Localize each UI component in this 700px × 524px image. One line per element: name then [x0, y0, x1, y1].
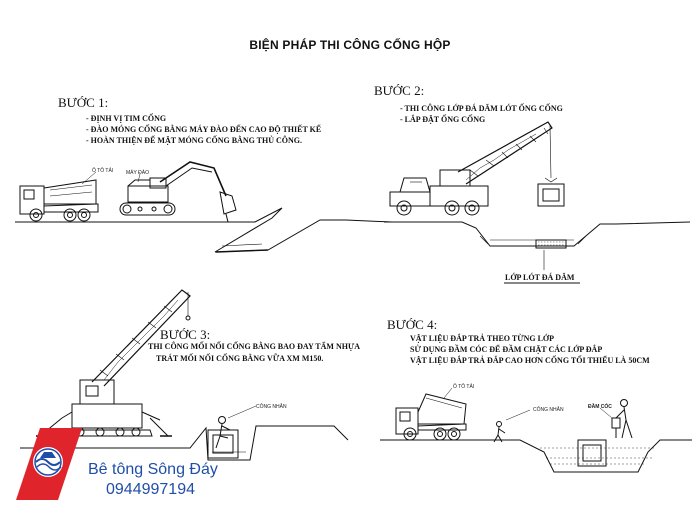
step3-item: TRÁT MỐI NỐI CỐNG BẰNG VỮA XM M150. [156, 354, 324, 363]
step4-truck-label: Ô TÔ TẢI [453, 384, 475, 390]
step2-trench [384, 222, 690, 246]
step1-excavator-label: MÁY ĐÀO [126, 170, 149, 176]
step4-dump-truck [396, 388, 466, 440]
step1-heading: BƯỚC 1: [58, 95, 109, 110]
step2-item: - LẮP ĐẶT ỐNG CỐNG [400, 115, 486, 124]
step1-item: - HOÀN THIỆN ĐẾ MẶT MÓNG CỐNG BẰNG THỦ CÔNG. [86, 136, 303, 145]
step4-compactor-label: ĐẦM CÓC [588, 404, 612, 410]
brand-name: Bê tông Sông Đáy [88, 461, 218, 478]
step3-item: THI CÔNG MỐI NỐI CỐNG BẰNG BAO ĐAY TẨM NHỰA [148, 342, 361, 351]
step4-trench [380, 440, 692, 472]
step1-trench [15, 208, 392, 252]
brand-logo [16, 428, 82, 500]
step4-compactor-worker [600, 400, 632, 439]
step1-item: - ĐÀO MÓNG CỐNG BẰNG MÁY ĐÀO ĐẾN CAO ĐỘ THIẾT KẾ [86, 125, 322, 134]
step4-worker-label: CÔNG NHÂN [533, 407, 564, 413]
brand-phone: 0944997194 [106, 481, 195, 498]
step2-crane [390, 122, 564, 215]
step3-heading: BƯỚC 3: [160, 327, 211, 342]
step4-worker [494, 410, 530, 442]
step3-crane [36, 290, 190, 436]
step4-item: VẬT LIỆU ĐẮP TRẢ ĐẮP CAO HƠN CỐNG TỐI THIỂU LÀ 50CM [410, 356, 650, 365]
step2-heading: BƯỚC 2: [374, 83, 425, 98]
step1-item: - ĐỊNH VỊ TIM CỐNG [86, 114, 167, 123]
step2-base-label: LỚP LÓT ĐÁ DĂM [505, 273, 575, 282]
step1-dump-truck [20, 172, 98, 221]
step4-pipe [578, 440, 606, 466]
step1-truck-label: Ô TÔ TẢI [92, 168, 114, 174]
step4-item: VẬT LIỆU ĐẮP TRẢ THEO TỪNG LỚP [410, 334, 555, 343]
page-title: BIỆN PHÁP THI CÔNG CỐNG HỘP [249, 38, 451, 52]
step4-item: SỬ DỤNG ĐẦM CÓC ĐỂ ĐẦM CHẶT CÁC LỚP ĐẮP [410, 345, 603, 354]
step3-worker-label: CÔNG NHÂN [256, 404, 287, 410]
step1-excavator [120, 162, 236, 222]
step2-item: - THI CÔNG LỚP ĐÁ DĂM LÓT ỐNG CỐNG [400, 104, 563, 113]
step3-pipe-and-worker [208, 406, 256, 458]
step4-heading: BƯỚC 4: [387, 317, 438, 332]
